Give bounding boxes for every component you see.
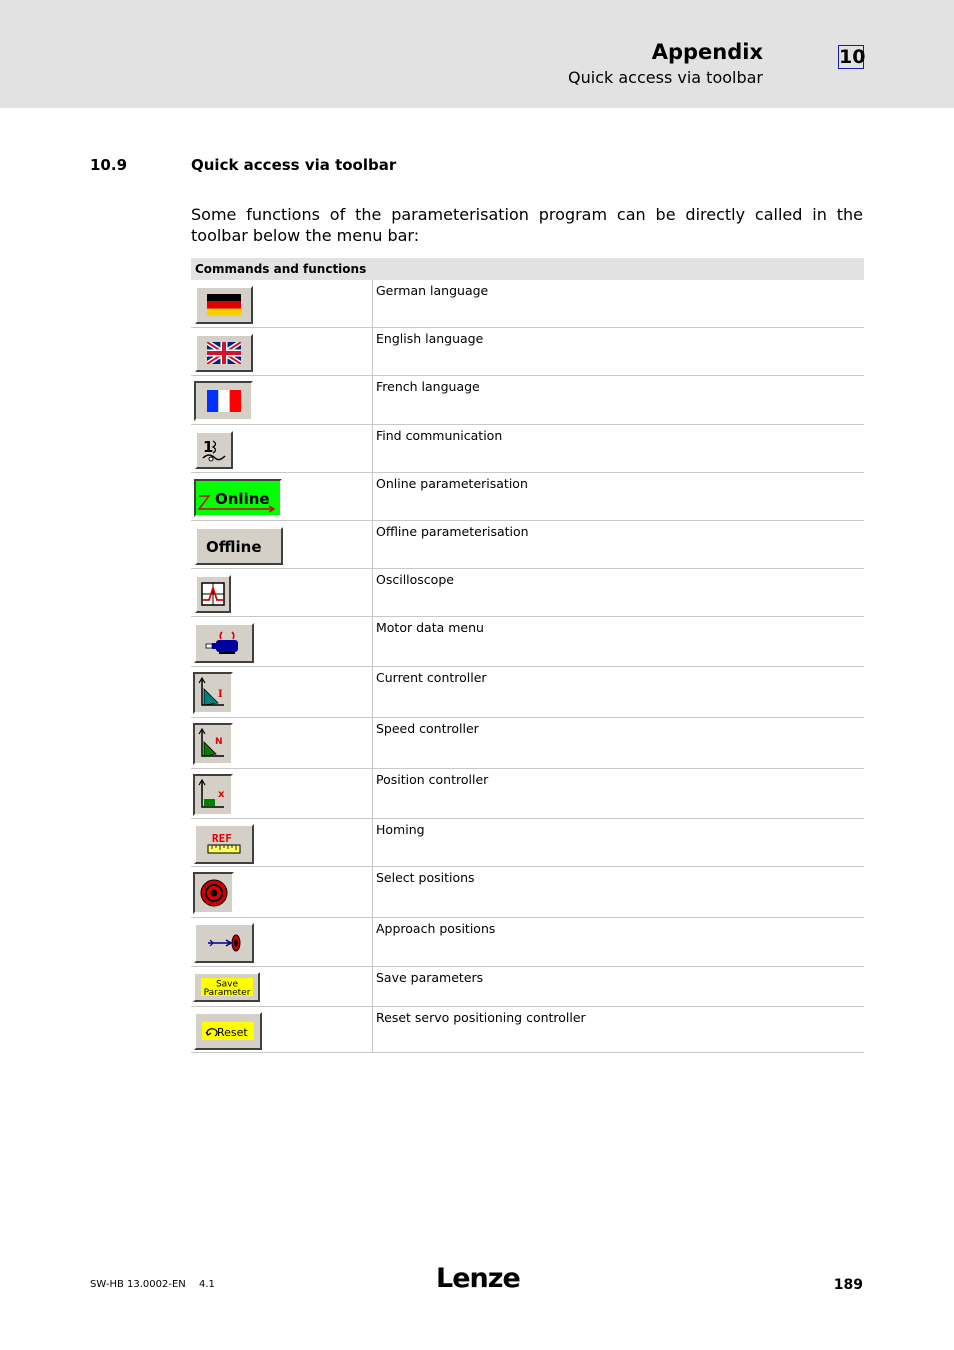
row-label: Approach positions (376, 921, 496, 936)
row-label: Online parameterisation (376, 476, 528, 491)
reset-button-label: Reset (217, 1026, 248, 1039)
icon-cell (191, 667, 373, 717)
row-label: Current controller (376, 670, 487, 685)
online-button[interactable] (194, 479, 282, 517)
header-subtitle: Quick access via toolbar (568, 68, 763, 87)
row-label: Motor data menu (376, 620, 484, 635)
row-label: Offline parameterisation (376, 524, 529, 539)
icon-cell (191, 769, 373, 818)
table-row (191, 1007, 864, 1053)
approach-arrow-icon[interactable] (194, 923, 254, 963)
footer-version: 4.1 (199, 1279, 215, 1290)
row-label: Find communication (376, 428, 503, 443)
save-parameter-button[interactable] (193, 972, 260, 1002)
row-label: Select positions (376, 870, 475, 885)
speed-controller-icon[interactable] (193, 723, 233, 765)
table-row (191, 569, 864, 617)
section-number: 10.9 (90, 156, 128, 174)
chapter-number: 10 (839, 46, 866, 68)
offline-button[interactable] (195, 527, 283, 565)
icon-cell (191, 967, 373, 1006)
save-line-2: Parameter (203, 988, 250, 998)
table-row (191, 819, 864, 867)
row-label: Save parameters (376, 970, 484, 985)
row-label: French language (376, 379, 480, 394)
current-letter: I (218, 689, 223, 700)
row-label: Homing (376, 822, 425, 837)
table-row (191, 425, 864, 473)
commands-table (191, 258, 864, 1053)
row-label: Reset servo positioning controller (376, 1010, 586, 1025)
table-row (191, 718, 864, 769)
table-header: Commands and functions (191, 258, 864, 280)
table-row (191, 376, 864, 425)
icon-cell (191, 280, 373, 327)
page-number: 189 (833, 1277, 863, 1293)
german-flag-icon[interactable] (195, 286, 253, 324)
icon-cell (191, 569, 373, 616)
row-label: English language (376, 331, 484, 346)
table-row (191, 867, 864, 918)
offline-button-label: Offline (206, 538, 262, 556)
icon-cell (191, 328, 373, 375)
table-row (191, 918, 864, 967)
table-row (191, 280, 864, 328)
lenze-logo: Lenze (436, 1263, 520, 1294)
table-row (191, 473, 864, 521)
save-line-1: Save (215, 979, 238, 990)
row-label: Oscilloscope (376, 572, 454, 587)
french-flag-icon[interactable] (194, 381, 253, 421)
speed-letter: N (215, 737, 223, 747)
find-communication-icon[interactable] (195, 431, 233, 469)
header-title: Appendix (651, 40, 763, 64)
motor-icon[interactable] (194, 623, 254, 663)
icon-cell (191, 1007, 373, 1052)
homing-ref-icon[interactable] (194, 824, 254, 864)
icon-cell (191, 918, 373, 966)
online-button-label: Online (215, 490, 270, 508)
header-band (0, 0, 954, 108)
table-row (191, 617, 864, 667)
current-controller-icon[interactable] (193, 672, 233, 714)
row-label: Position controller (376, 772, 489, 787)
icon-cell (191, 617, 373, 666)
icon-cell (191, 819, 373, 866)
intro-paragraph: Some functions of the parameterisation program can be directly called in the toolbar below the menu bar: (191, 205, 863, 245)
oscilloscope-icon[interactable] (195, 575, 231, 613)
table-row (191, 769, 864, 819)
table-row (191, 328, 864, 376)
icon-cell (191, 473, 373, 520)
table-row (191, 521, 864, 569)
icon-cell (191, 718, 373, 768)
homing-ref-label: REF (212, 832, 232, 845)
footer-doc-id: SW-HB 13.0002-EN (90, 1279, 186, 1290)
reset-button[interactable] (194, 1012, 262, 1050)
icon-cell (191, 425, 373, 472)
icon-cell (191, 521, 373, 568)
table-row (191, 967, 864, 1007)
section-title: Quick access via toolbar (191, 156, 397, 174)
table-row (191, 667, 864, 718)
position-controller-icon[interactable] (193, 774, 233, 816)
find-comm-digit: 1 (203, 438, 214, 456)
uk-flag-icon[interactable] (195, 334, 253, 372)
position-letter: x (218, 789, 225, 800)
row-label: Speed controller (376, 721, 479, 736)
icon-cell (191, 867, 373, 917)
icon-cell (191, 376, 373, 424)
row-label: German language (376, 283, 489, 298)
target-icon[interactable] (193, 872, 234, 914)
